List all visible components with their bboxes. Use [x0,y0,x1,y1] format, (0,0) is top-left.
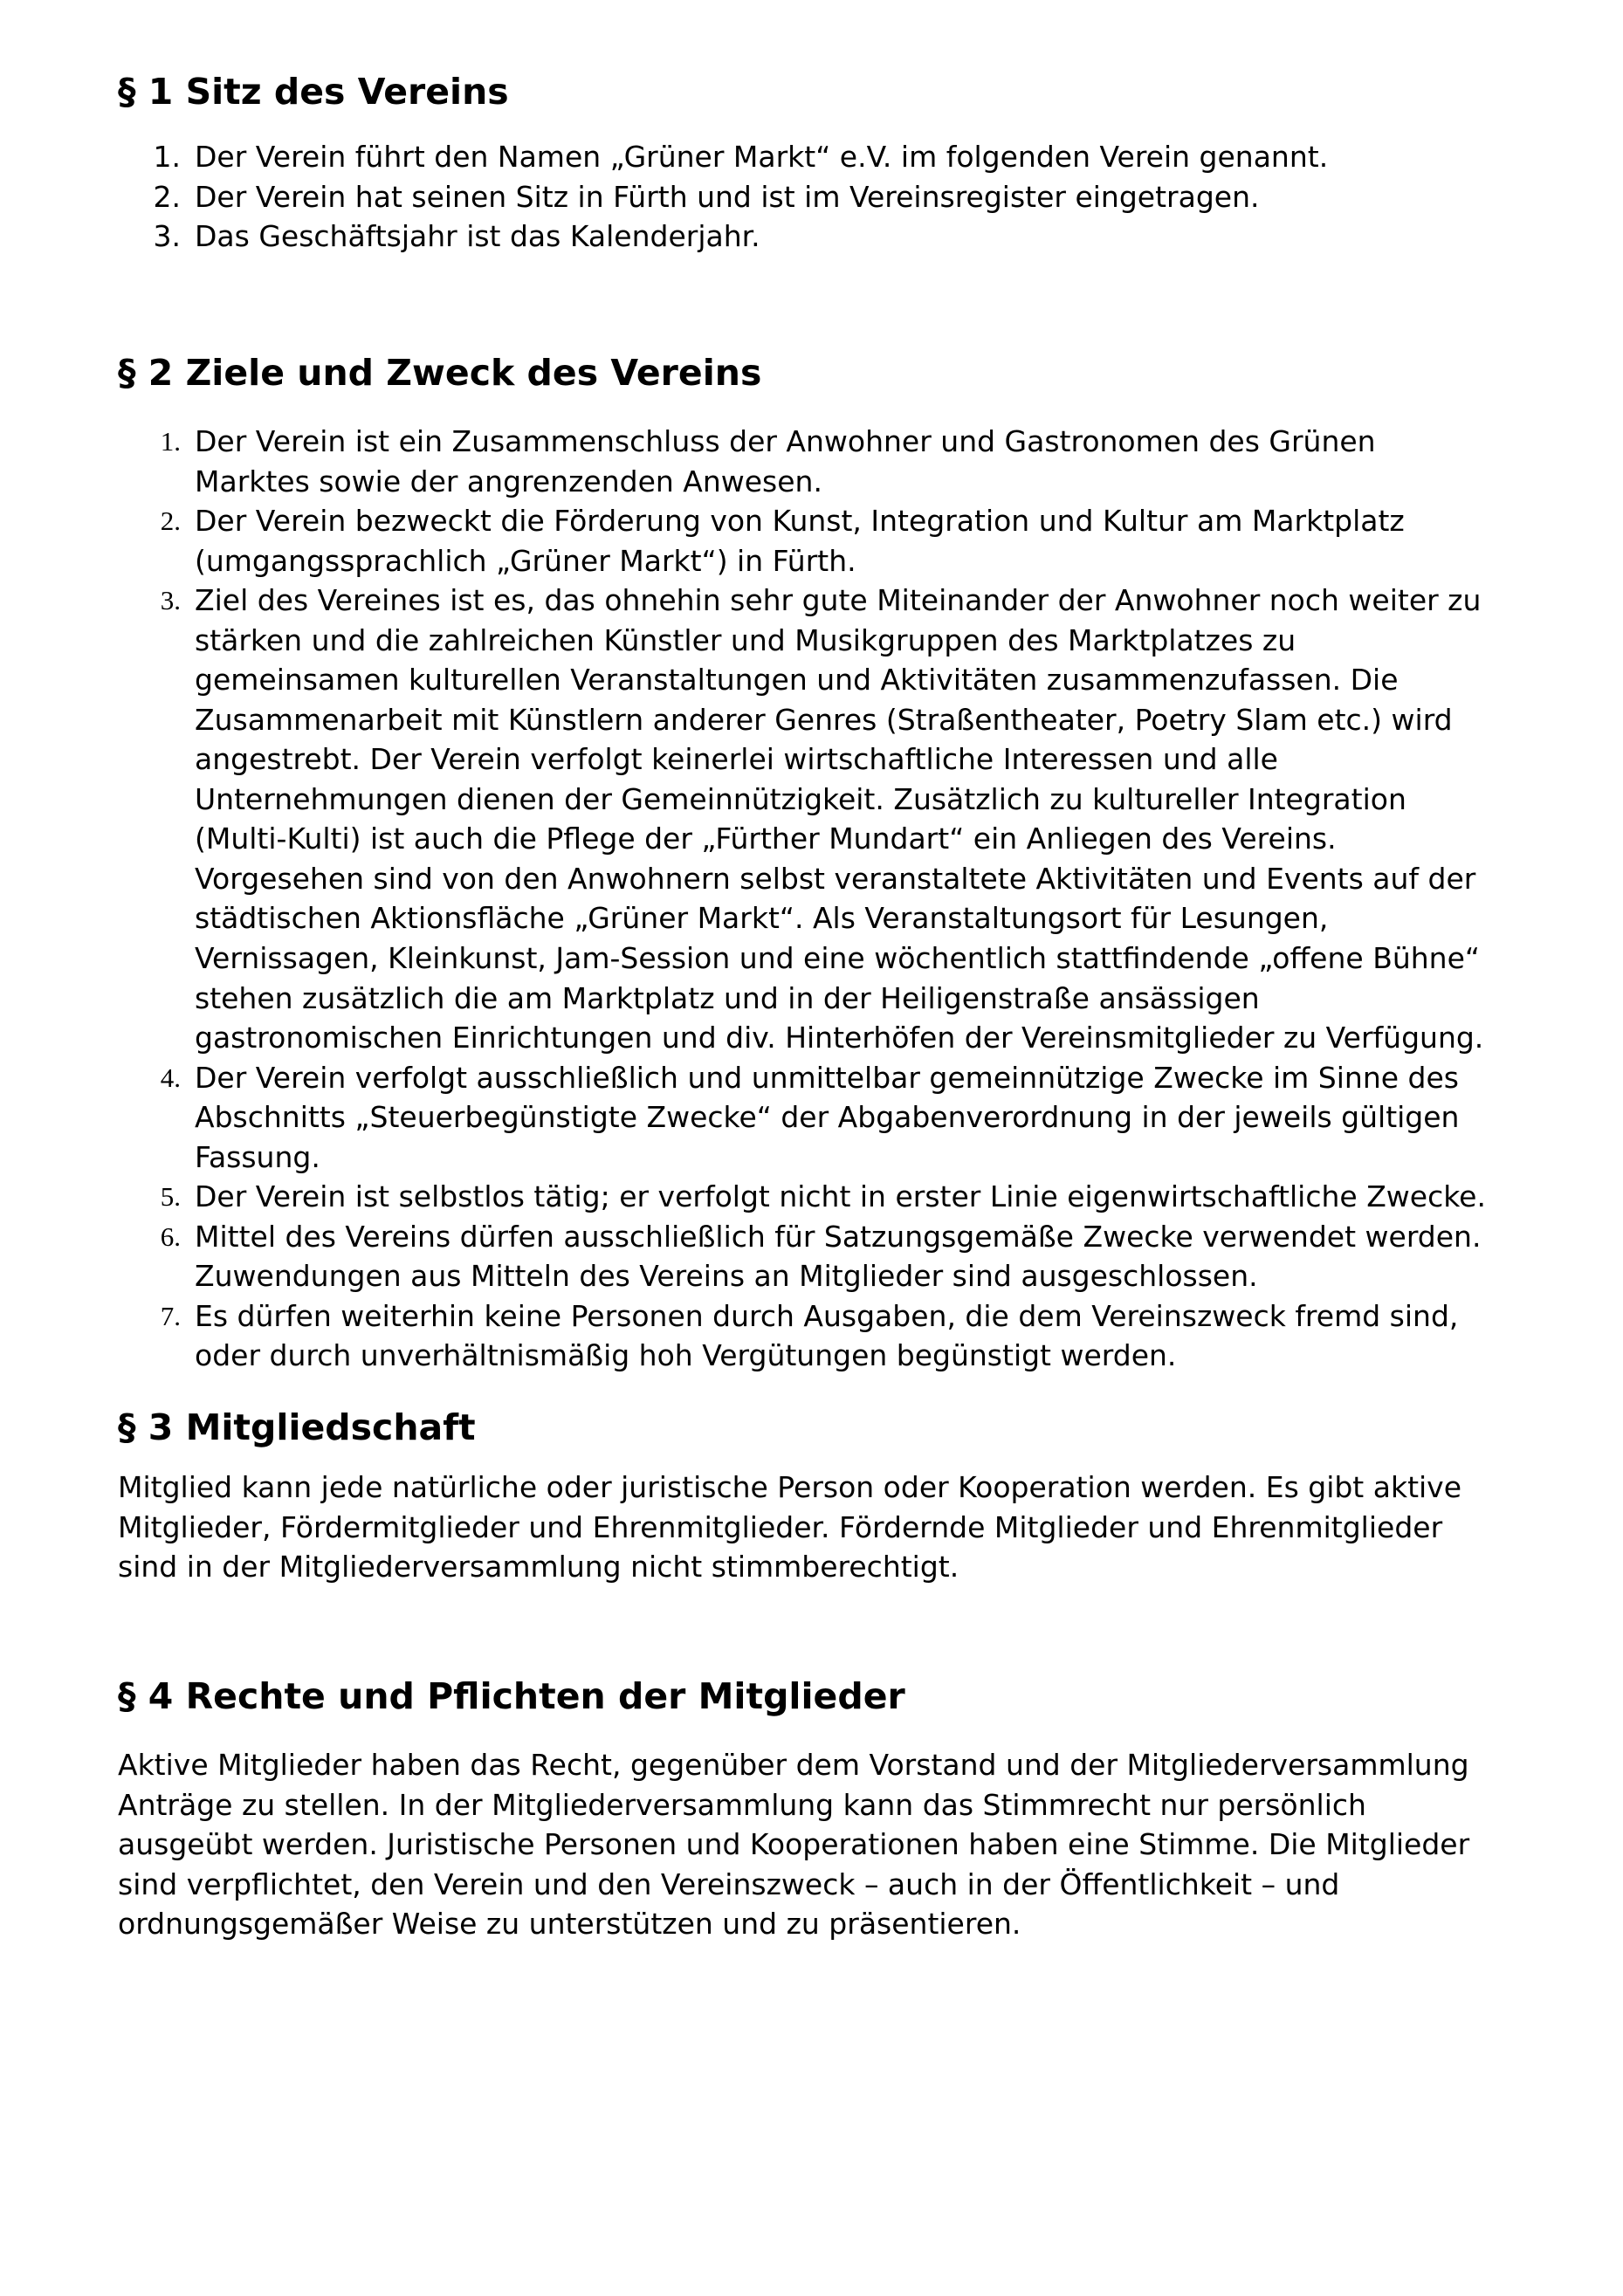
list-marker: 3. [153,219,181,254]
list-marker: 1. [160,426,181,457]
list-text: Der Verein führt den Namen „Grüner Markt“ e.V. im folgenden Verein genannt. [195,140,1329,175]
list-marker: 6. [160,1220,181,1252]
list-item [118,581,1492,1057]
list-text: Das Geschäftsjahr ist das Kalenderjahr. [195,219,760,254]
list-item [118,137,1492,177]
section-ziele-und-zweck [118,351,1492,1376]
section-sitz-des-vereins [118,70,1492,257]
list-item [118,1058,1492,1178]
list-item [118,1177,1492,1217]
list-marker: 3. [160,585,181,616]
list-marker: 7. [160,1300,181,1331]
list-item [118,177,1492,217]
paragraph: Aktive Mitglieder haben das Recht, gegenüber dem Vorstand und der Mitgliederversammlung Anträge zu stellen. In der Mitgliederversammlung kann das Stimmrecht nur persönlich ausgeübt werden. Juristische Personen und Kooperationen haben eine Stimme. Die Mitglieder sind verpflichtet, den Verein und den Vereinszweck – auch in der Öffentlichkeit – und ordnungsgemäßer Weise zu unterstützen und zu präsentieren. [118,1747,1470,1942]
list-item [118,422,1492,501]
list-text: Ziel des Vereines ist es, das ohnehin sehr gute Miteinander der Anwohner noch weiter zu stärken und die zahlreichen Künstler und Musikgruppen des Marktplatzes zu gemeinsamen kulturellen Veranstaltungen und Aktivitäten zusammenzufassen. Die Zusammenarbeit mit Künstlern anderer Genres (Straßentheater, Poetry Slam etc.) wird angestrebt. Der Verein verfolgt keinerlei wirtschaftliche Interessen und alle Unternehmungen dienen der Gemeinnützigkeit. Zusätzlich zu kultureller Integration (Multi-Kulti) ist auch die Pflege der „Fürther Mundart“ ein Anliegen des Vereins. Vorgesehen sind von den Anwohnern selbst veranstaltete Aktivitäten und Events auf der städtischen Aktionsfläche „Grüner Markt“. Als Veranstaltungsort für Lesungen, Vernissagen, Kleinkunst, Jam-Session und eine wöchentlich stattfindende „offene Bühne“ stehen zusätzlich die am Marktplatz und in der Heiligenstraße ansässigen gastronomischen Einrichtungen und div. Hinterhöfen der Vereinsmitglieder zu Verfügung. [195,583,1484,1055]
list-item [118,1296,1492,1376]
list-text: Der Verein ist selbstlos tätig; er verfolgt nicht in erster Linie eigenwirtschaftliche Zwecke. [195,1179,1486,1214]
section-heading: § 1 Sitz des Vereins [118,71,509,113]
section-heading: § 2 Ziele und Zweck des Vereins [118,351,762,394]
ordered-list [118,137,1492,257]
list-marker: 4. [160,1062,181,1093]
list-item [118,501,1492,581]
list-text: Der Verein verfolgt ausschließlich und unmittelbar gemeinnützige Zwecke im Sinne des Abschnitts „Steuerbegünstigte Zwecke“ der Abgabenverordnung in der jeweils gültigen Fassung. [195,1060,1460,1174]
list-text: Der Verein ist ein Zusammenschluss der Anwohner und Gastronomen des Grünen Marktes sowie der angrenzenden Anwesen. [195,424,1376,498]
paragraph: Mitglied kann jede natürliche oder juristische Person oder Kooperation werden. Es gibt aktive Mitglieder, Fördermitglieder und Ehrenmitglieder. Fördernde Mitglieder und Ehrenmitglieder sind in der Mitgliederversammlung nicht stimmberechtigt. [118,1470,1462,1585]
list-item [118,217,1492,257]
list-marker: 5. [160,1181,181,1213]
section-heading: § 3 Mitgliedschaft [118,1406,476,1448]
list-marker: 2. [153,179,181,214]
ordered-list [118,422,1492,1376]
section-mitgliedschaft [118,1406,1492,1587]
list-item [118,1217,1492,1296]
list-text: Mittel des Vereins dürfen ausschließlich für Satzungsgemäße Zwecke verwendet werden. Zuwendungen aus Mitteln des Vereins an Mitglieder sind ausgeschlossen. [195,1219,1482,1294]
list-text: Der Verein hat seinen Sitz in Fürth und ist im Vereinsregister eingetragen. [195,179,1260,214]
list-marker: 2. [160,505,181,537]
section-rechte-und-pflichten [118,1674,1492,1944]
list-marker: 1. [153,140,181,175]
section-heading: § 4 Rechte und Pflichten der Mitglieder [118,1674,905,1717]
list-text: Der Verein bezweckt die Förderung von Kunst, Integration und Kultur am Marktplatz (umgangssprachlich „Grüner Markt“) in Fürth. [195,504,1405,578]
list-text: Es dürfen weiterhin keine Personen durch Ausgaben, die dem Vereinszweck fremd sind, oder durch unverhältnismäßig hoh Vergütungen begünstigt werden. [195,1298,1459,1373]
